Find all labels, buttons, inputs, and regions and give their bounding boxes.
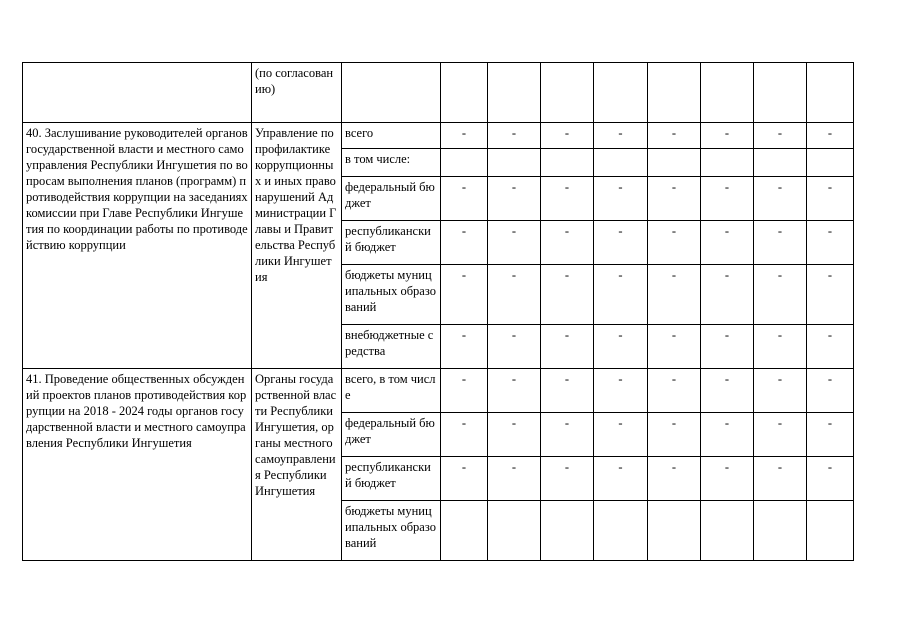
value-cell: - bbox=[594, 325, 648, 369]
value-cell: - bbox=[541, 265, 594, 325]
value-cell: - bbox=[807, 177, 854, 221]
executor-cell: Управление по профилактике коррупционных и иных правонарушений Администрации Главы и Правительства Республики Ингушетия bbox=[252, 123, 342, 369]
funding-source-cell bbox=[342, 63, 441, 123]
value-cell: - bbox=[488, 413, 541, 457]
value-cell: - bbox=[594, 369, 648, 413]
value-cell: - bbox=[541, 413, 594, 457]
value-cell bbox=[701, 501, 754, 561]
value-cell: - bbox=[541, 221, 594, 265]
value-cell: - bbox=[441, 221, 488, 265]
value-cell: - bbox=[807, 457, 854, 501]
value-cell bbox=[441, 501, 488, 561]
value-cell: - bbox=[541, 369, 594, 413]
value-cell: - bbox=[807, 413, 854, 457]
funding-source-cell: бюджеты муниципальных образований bbox=[342, 501, 441, 561]
value-cell: - bbox=[594, 123, 648, 149]
value-cell: - bbox=[754, 369, 807, 413]
table-row bbox=[23, 123, 854, 149]
value-cell: - bbox=[701, 369, 754, 413]
value-cell bbox=[541, 501, 594, 561]
value-cell bbox=[488, 501, 541, 561]
executor-cell: Органы государственной власти Республики Ингушетия, органы местного самоуправления Республики Ингушетия bbox=[252, 369, 342, 561]
value-cell bbox=[807, 149, 854, 177]
value-cell: - bbox=[594, 265, 648, 325]
value-cell: - bbox=[541, 177, 594, 221]
table-row bbox=[23, 369, 854, 413]
value-cell: - bbox=[648, 369, 701, 413]
value-cell: - bbox=[441, 325, 488, 369]
funding-source-cell: бюджеты муниципальных образований bbox=[342, 265, 441, 325]
value-cell: - bbox=[701, 265, 754, 325]
value-cell: - bbox=[594, 457, 648, 501]
value-cell: - bbox=[488, 177, 541, 221]
value-cell: - bbox=[754, 413, 807, 457]
value-cell: - bbox=[701, 177, 754, 221]
value-cell bbox=[648, 501, 701, 561]
value-cell: - bbox=[488, 221, 541, 265]
funding-source-cell: федеральный бюджет bbox=[342, 177, 441, 221]
value-cell: - bbox=[648, 457, 701, 501]
value-cell: - bbox=[441, 177, 488, 221]
value-cell bbox=[754, 501, 807, 561]
value-cell: - bbox=[441, 457, 488, 501]
value-cell bbox=[541, 63, 594, 123]
value-cell: - bbox=[594, 413, 648, 457]
value-cell: - bbox=[594, 221, 648, 265]
funding-source-cell: федеральный бюджет bbox=[342, 413, 441, 457]
funding-source-cell: внебюджетные средства bbox=[342, 325, 441, 369]
value-cell: - bbox=[541, 123, 594, 149]
event-cell: 41. Проведение общественных обсуждений проектов планов противодействия коррупции на 2018 - 2024 годы органов государственной власти и местного самоуправления Республики Ингушетия bbox=[23, 369, 252, 561]
program-table bbox=[22, 62, 854, 561]
value-cell: - bbox=[541, 457, 594, 501]
value-cell: - bbox=[701, 457, 754, 501]
value-cell: - bbox=[441, 265, 488, 325]
value-cell: - bbox=[488, 369, 541, 413]
value-cell: - bbox=[648, 325, 701, 369]
value-cell: - bbox=[807, 325, 854, 369]
value-cell bbox=[807, 501, 854, 561]
value-cell: - bbox=[701, 325, 754, 369]
value-cell bbox=[594, 63, 648, 123]
funding-source-cell: всего, в том числе bbox=[342, 369, 441, 413]
funding-source-cell: в том числе: bbox=[342, 149, 441, 177]
value-cell: - bbox=[754, 457, 807, 501]
funding-source-cell: республиканский бюджет bbox=[342, 457, 441, 501]
value-cell bbox=[488, 63, 541, 123]
funding-source-cell: всего bbox=[342, 123, 441, 149]
value-cell: - bbox=[488, 325, 541, 369]
value-cell bbox=[648, 149, 701, 177]
value-cell: - bbox=[488, 457, 541, 501]
value-cell: - bbox=[807, 265, 854, 325]
value-cell: - bbox=[441, 123, 488, 149]
value-cell: - bbox=[754, 123, 807, 149]
value-cell: - bbox=[754, 325, 807, 369]
value-cell: - bbox=[701, 123, 754, 149]
value-cell bbox=[701, 63, 754, 123]
value-cell bbox=[648, 63, 701, 123]
value-cell: - bbox=[488, 123, 541, 149]
value-cell: - bbox=[648, 177, 701, 221]
value-cell bbox=[441, 149, 488, 177]
executor-cell: (по согласованию) bbox=[252, 63, 342, 123]
value-cell: - bbox=[648, 265, 701, 325]
value-cell bbox=[594, 149, 648, 177]
value-cell: - bbox=[441, 369, 488, 413]
value-cell bbox=[754, 149, 807, 177]
value-cell: - bbox=[541, 325, 594, 369]
value-cell bbox=[488, 149, 541, 177]
value-cell bbox=[541, 149, 594, 177]
funding-source-cell: республиканский бюджет bbox=[342, 221, 441, 265]
value-cell: - bbox=[754, 265, 807, 325]
value-cell: - bbox=[488, 265, 541, 325]
value-cell: - bbox=[648, 123, 701, 149]
value-cell bbox=[441, 63, 488, 123]
event-cell: 40. Заслушивание руководителей органов государственной власти и местного самоуправления Республики Ингушетия по вопросам выполнения планов (программ) противодействия коррупции на заседаниях комиссии при Главе Республики Ингушетия по координации работы по противодействию коррупции bbox=[23, 123, 252, 369]
value-cell bbox=[701, 149, 754, 177]
value-cell: - bbox=[701, 413, 754, 457]
value-cell: - bbox=[807, 369, 854, 413]
value-cell: - bbox=[441, 413, 488, 457]
value-cell bbox=[754, 63, 807, 123]
value-cell: - bbox=[754, 221, 807, 265]
value-cell bbox=[807, 63, 854, 123]
value-cell: - bbox=[754, 177, 807, 221]
value-cell bbox=[594, 501, 648, 561]
value-cell: - bbox=[594, 177, 648, 221]
event-cell bbox=[23, 63, 252, 123]
value-cell: - bbox=[648, 413, 701, 457]
value-cell: - bbox=[648, 221, 701, 265]
table-row bbox=[23, 63, 854, 123]
value-cell: - bbox=[807, 221, 854, 265]
value-cell: - bbox=[701, 221, 754, 265]
value-cell: - bbox=[807, 123, 854, 149]
